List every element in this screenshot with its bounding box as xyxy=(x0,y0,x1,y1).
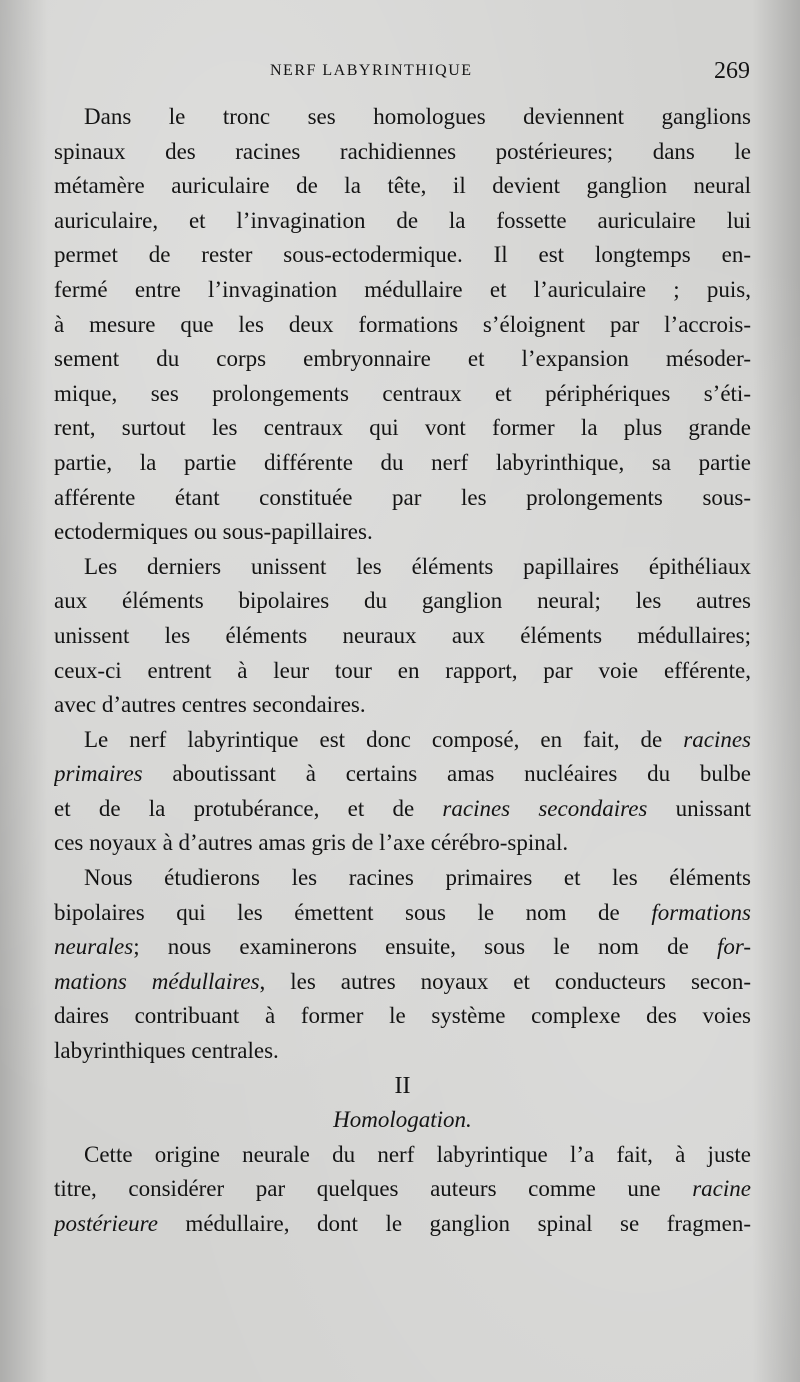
text-line xyxy=(54,757,751,792)
text-line: mique, ses prolongements centraux et périphériques s’éti- xyxy=(54,380,751,406)
italic-term: neurales xyxy=(54,934,134,960)
text-line xyxy=(54,792,751,827)
text-line: rent, surtout les centraux qui vont former la plus grande xyxy=(54,415,751,441)
text-line: à mesure que les deux formations s’éloignent par l’accrois- xyxy=(54,311,751,337)
text-line: Nous étudierons les racines primaires et les éléments xyxy=(84,865,751,891)
italic-term: mations médullaires xyxy=(54,968,260,994)
text-line: partie, la partie différente du nerf labyrinthique, sa partie xyxy=(54,449,751,475)
running-header xyxy=(0,56,800,86)
text-line xyxy=(54,930,751,965)
italic-term: formations xyxy=(651,899,751,925)
paragraph xyxy=(54,723,751,861)
section-title xyxy=(54,1103,751,1138)
italic-term: racines xyxy=(683,726,751,752)
text-line: fermé entre l’invagination médullaire et l’auriculaire ; puis, xyxy=(54,276,751,302)
text-line: ces noyaux à d’autres amas gris de l’axe cérébro-spinal. xyxy=(54,830,569,856)
paragraph xyxy=(54,1138,751,1242)
text-line: afférente étant constituée par les prolongements sous- xyxy=(54,484,751,510)
running-title: NERF LABYRINTHIQUE xyxy=(270,62,473,79)
text-line: ceux-ci entrent à leur tour en rapport, par voie efférente, xyxy=(54,657,751,683)
text-run: médullaire, dont le ganglion spinal se fragmen- xyxy=(157,1211,751,1236)
text-line: sement du corps embryonnaire et l’expansion mésoder- xyxy=(54,346,751,372)
text-line: unissent les éléments neuraux aux éléments médullaires; xyxy=(54,622,751,648)
text-line: Dans le tronc ses homologues deviennent ganglions xyxy=(84,104,751,129)
text-run: et de la protubérance, et de xyxy=(54,795,443,821)
text-run: bipolaires qui les émettent sous le nom de xyxy=(54,899,652,925)
italic-term: racine xyxy=(692,1176,751,1202)
text-run: titre, considérer par quelques auteurs comme une xyxy=(54,1176,693,1202)
text-run: , les autres noyaux et conducteurs secon- xyxy=(259,968,751,994)
text-line: aux éléments bipolaires du ganglion neural; les autres xyxy=(54,588,751,614)
paragraph xyxy=(54,861,751,1069)
section-number: II xyxy=(394,1072,411,1099)
text-line xyxy=(54,723,751,758)
text-line xyxy=(54,1172,751,1207)
italic-term: postérieure xyxy=(54,1211,158,1236)
text-run: unissant xyxy=(647,795,751,821)
text-line: spinaux des racines rachidiennes postérieures; dans le xyxy=(54,138,751,164)
text-line: auriculaire, et l’invagination de la fossette auriculaire lui xyxy=(54,207,751,233)
text-line xyxy=(54,965,751,1000)
text-line: Les derniers unissent les éléments papillaires épithéliaux xyxy=(84,553,751,579)
text-run: Le nerf labyrintique est donc composé, en fait, de xyxy=(84,726,684,752)
text-line xyxy=(54,1207,751,1242)
body-text xyxy=(54,100,751,1242)
page-number: 269 xyxy=(714,58,750,84)
text-line: ectodermiques ou sous-papillaires. xyxy=(54,519,373,545)
paragraph xyxy=(54,100,751,550)
text-run: ; nous examinerons ensuite, sous le nom de xyxy=(133,934,717,960)
text-line: labyrinthiques centrales. xyxy=(54,1038,279,1064)
text-line: daires contribuant à former le système complexe des voies xyxy=(54,1003,751,1029)
paragraph xyxy=(54,550,751,723)
section-title-text: Homologation. xyxy=(333,1107,472,1133)
text-line: permet de rester sous-ectodermique. Il est longtemps en- xyxy=(54,242,751,268)
text-run: aboutissant à certains amas nucléaires du bulbe xyxy=(142,761,751,787)
italic-term: racines secondaires xyxy=(442,795,648,821)
text-line: métamère auriculaire de la tête, il devient ganglion neural xyxy=(54,173,751,199)
text-line: avec d’autres centres secondaires. xyxy=(54,692,366,718)
text-line xyxy=(54,896,751,931)
text-line: Cette origine neurale du nerf labyrintique l’a fait, à juste xyxy=(84,1141,751,1167)
italic-term: for- xyxy=(716,934,751,960)
italic-term: primaires xyxy=(54,761,143,787)
section-heading xyxy=(54,1069,751,1138)
